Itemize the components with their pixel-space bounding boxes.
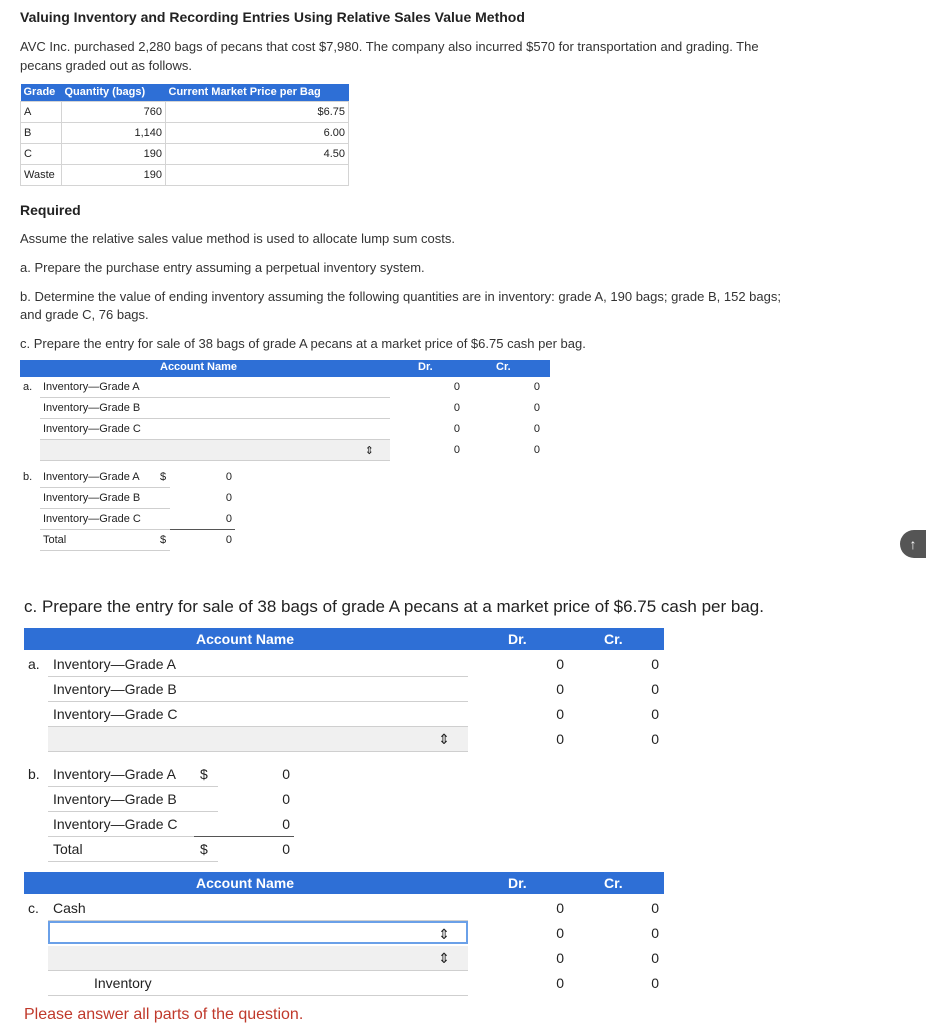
dr-value[interactable]: 0: [556, 925, 564, 941]
journal-header-large: [24, 628, 664, 650]
dr-value[interactable]: 0: [556, 656, 564, 672]
journal-entry-a-small: [20, 377, 550, 461]
table-row: [21, 122, 349, 143]
cr-header: Cr.: [496, 361, 511, 373]
assume-text: Assume the relative sales value method is used to allocate lump sum costs.: [20, 231, 455, 246]
dr-value[interactable]: 0: [556, 975, 564, 991]
dollar-sign: $: [160, 534, 167, 546]
cr-value[interactable]: 0: [651, 975, 659, 991]
table-row: [21, 143, 349, 164]
dollar-sign: $: [200, 841, 208, 857]
dr-value[interactable]: 0: [556, 950, 564, 966]
cr-value[interactable]: 0: [651, 681, 659, 697]
total-underline: [194, 836, 294, 837]
inventory-value[interactable]: 0: [225, 492, 232, 504]
inventory-value[interactable]: 0: [225, 471, 232, 483]
dr-value[interactable]: 0: [556, 731, 564, 747]
select-arrow-icon: ⇕: [438, 731, 450, 747]
part-c-text: c. Prepare the entry for sale of 38 bags of grade A pecans at a market price of $6.75 cash per bag.: [20, 336, 586, 351]
journal-entry-c: [24, 896, 664, 996]
dr-value[interactable]: 0: [453, 423, 460, 435]
account-label: Total: [48, 837, 218, 862]
journal-entry-b-small: [20, 467, 240, 551]
cr-value[interactable]: 0: [651, 706, 659, 722]
account-name-header: Account Name: [196, 631, 295, 647]
account-label: Inventory—Grade C: [48, 812, 218, 837]
account-select[interactable]: [48, 946, 468, 971]
cr-value[interactable]: 0: [533, 381, 540, 393]
account-select-focused[interactable]: [48, 921, 468, 944]
account-label: Inventory—Grade A: [40, 467, 170, 488]
cr-value[interactable]: 0: [651, 950, 659, 966]
grade-cell: B: [21, 122, 62, 143]
entry-label: c.: [28, 900, 39, 916]
grade-cell: Waste: [21, 164, 62, 185]
dr-value[interactable]: 0: [556, 681, 564, 697]
dr-value[interactable]: 0: [556, 706, 564, 722]
cr-value[interactable]: 0: [651, 656, 659, 672]
inventory-value[interactable]: 0: [282, 841, 290, 857]
dollar-sign: $: [200, 766, 208, 782]
part-c-text-large: c. Prepare the entry for sale of 38 bags of grade A pecans at a market price of $6.75 cash per bag.: [24, 597, 764, 616]
table-row: [21, 101, 349, 122]
account-name-header: Account Name: [160, 361, 238, 373]
dr-header: Dr.: [508, 631, 527, 647]
account-select[interactable]: [48, 727, 468, 752]
intro-line-1: AVC Inc. purchased 2,280 bags of pecans that cost $7,980. The company also incurred $570 for transportation and grading. The: [20, 39, 759, 54]
dr-value[interactable]: 0: [453, 402, 460, 414]
inventory-value[interactable]: 0: [282, 766, 290, 782]
account-label: Inventory—Grade A: [48, 762, 218, 787]
dollar-sign: $: [160, 471, 167, 483]
grade-cell: C: [21, 143, 62, 164]
dr-value[interactable]: 0: [556, 900, 564, 916]
quantity-cell: 760: [62, 101, 166, 122]
cr-value[interactable]: 0: [651, 900, 659, 916]
grade-table: [20, 84, 349, 186]
entry-label: b.: [28, 766, 40, 782]
price-cell: [166, 164, 349, 185]
cr-header: Cr.: [604, 875, 623, 891]
journal-entry-a-large: [24, 652, 664, 752]
quantity-cell: 190: [62, 164, 166, 185]
account-input[interactable]: Inventory—Grade A: [40, 377, 390, 398]
account-label: Inventory—Grade C: [40, 509, 170, 530]
table-row: [21, 164, 349, 185]
quantity-cell: 1,140: [62, 122, 166, 143]
account-input[interactable]: Inventory—Grade B: [48, 677, 468, 702]
select-arrow-icon: ⇕: [438, 950, 450, 966]
intro-line-2: pecans graded out as follows.: [20, 58, 192, 73]
select-arrow-icon: ⇕: [364, 445, 374, 457]
part-b-text-1: b. Determine the value of ending inventory assuming the following quantities are in inventory: grade A, 190 bags; grade B, 152 bags;: [20, 289, 781, 304]
dr-value[interactable]: 0: [453, 444, 460, 456]
account-label: Inventory—Grade B: [48, 787, 218, 812]
account-label: Inventory—Grade B: [40, 488, 170, 509]
warning-message: Please answer all parts of the question.: [24, 1006, 304, 1023]
account-select[interactable]: [40, 440, 390, 461]
cr-value[interactable]: 0: [533, 402, 540, 414]
part-a-text: a. Prepare the purchase entry assuming a perpetual inventory system.: [20, 260, 425, 275]
quantity-header: Quantity (bags): [62, 84, 166, 101]
entry-label: a.: [23, 381, 33, 393]
dr-value[interactable]: 0: [453, 381, 460, 393]
cr-header: Cr.: [604, 631, 623, 647]
account-input[interactable]: Inventory—Grade A: [48, 652, 468, 677]
cr-value[interactable]: 0: [533, 423, 540, 435]
part-b-text-2: and grade C, 76 bags.: [20, 307, 149, 322]
account-name-header: Account Name: [196, 875, 295, 891]
select-arrow-icon: ⇕: [438, 926, 450, 942]
inventory-value[interactable]: 0: [282, 816, 290, 832]
journal-entry-b-large: [24, 762, 304, 862]
entry-label: b.: [23, 471, 33, 483]
arrow-up-icon: ↑: [909, 536, 917, 552]
price-cell: $6.75: [166, 101, 349, 122]
quantity-cell: 190: [62, 143, 166, 164]
cr-value[interactable]: 0: [533, 444, 540, 456]
grade-cell: A: [21, 101, 62, 122]
dr-header: Dr.: [418, 361, 433, 373]
dr-header: Dr.: [508, 875, 527, 891]
inventory-value[interactable]: 0: [282, 791, 290, 807]
account-input-cash[interactable]: Cash: [48, 896, 468, 921]
cr-value[interactable]: 0: [651, 925, 659, 941]
account-label: Total: [40, 530, 170, 551]
page-title: Valuing Inventory and Recording Entries Using Relative Sales Value Method: [20, 9, 525, 25]
price-cell: 6.00: [166, 122, 349, 143]
required-heading: Required: [20, 202, 81, 218]
price-cell: 4.50: [166, 143, 349, 164]
account-input-inventory[interactable]: Inventory: [48, 971, 468, 996]
journal-header-small: [20, 360, 550, 377]
journal-header-c: [24, 872, 664, 894]
collapse-tab-button[interactable]: [900, 530, 926, 558]
account-input[interactable]: Inventory—Grade B: [40, 398, 390, 419]
cr-value[interactable]: 0: [651, 731, 659, 747]
price-header: Current Market Price per Bag: [166, 84, 349, 101]
total-underline: [170, 529, 235, 530]
grade-header: Grade: [21, 84, 62, 101]
account-input[interactable]: Inventory—Grade C: [40, 419, 390, 440]
inventory-value[interactable]: 0: [225, 534, 232, 546]
inventory-value[interactable]: 0: [225, 513, 232, 525]
account-input[interactable]: Inventory—Grade C: [48, 702, 468, 727]
entry-label: a.: [28, 656, 40, 672]
